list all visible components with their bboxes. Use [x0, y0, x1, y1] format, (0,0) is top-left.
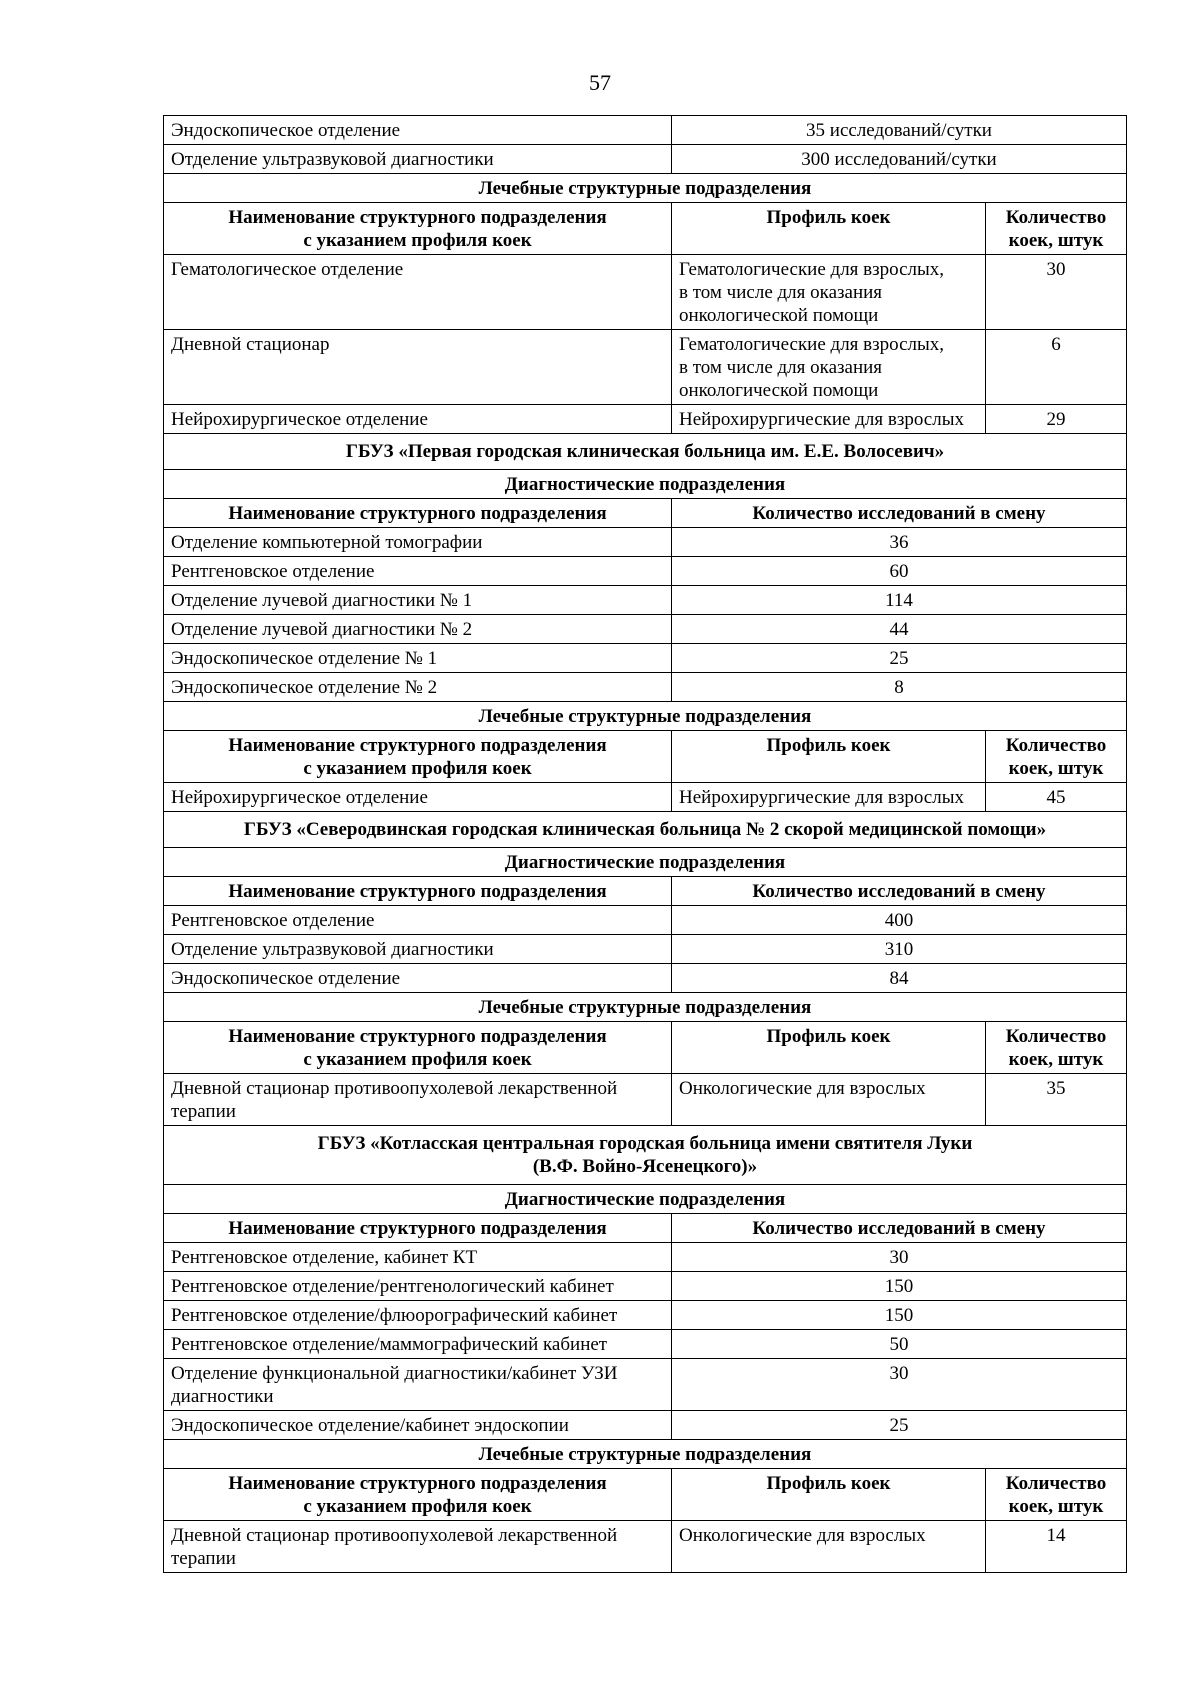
cell-text-line: Нейрохирургические для взрослых	[679, 409, 964, 430]
header-unit-name-profile	[164, 731, 672, 783]
header-unit-name-profile	[164, 1022, 672, 1074]
cell-text-line: Эндоскопическое отделение	[171, 120, 401, 141]
unit-name	[164, 1411, 672, 1440]
cell-text-line: Отделение лучевой диагностики № 2	[171, 619, 473, 640]
section-treatment	[164, 1440, 1127, 1469]
diagnostic-row	[164, 935, 1127, 964]
cell-text-line: Количество	[1005, 1026, 1107, 1047]
cell-text-line: Количество	[1005, 735, 1107, 756]
cell-text-line: Дневной стационар противоопухолевой лекарственной	[171, 1078, 618, 1099]
section-treatment	[164, 993, 1127, 1022]
cell-text-line: Гематологические для взрослых,	[679, 259, 945, 280]
unit-name	[164, 673, 672, 702]
section-treatment-cell: Лечебные структурные подразделения	[164, 702, 1127, 731]
facilities-table	[163, 115, 1127, 1573]
cell-text-line: коек, штук	[1008, 758, 1104, 779]
diagnostic-row	[164, 586, 1127, 615]
diagnostic-row	[164, 644, 1127, 673]
cell-text-line: Онкологические для взрослых	[679, 1078, 926, 1099]
unit-name	[164, 586, 672, 615]
studies-value: 25	[672, 1411, 1127, 1440]
diagnostic-row	[164, 1330, 1127, 1359]
cell-text-line: Эндоскопическое отделение № 2	[171, 677, 438, 698]
studies-value: 44	[672, 615, 1127, 644]
cell-text-line: Гематологическое отделение	[171, 259, 404, 280]
studies-value: 35 исследований/сутки	[672, 116, 1127, 145]
hospital-title	[164, 434, 1127, 470]
cell-text-line: с указанием профиля коек	[303, 230, 532, 251]
cell-text-line: терапии	[171, 1548, 236, 1569]
unit-name	[164, 557, 672, 586]
header-studies-count: Количество исследований в смену	[672, 1214, 1127, 1243]
hospital-title-row	[164, 812, 1127, 848]
bed-count: 30	[986, 255, 1127, 330]
bed-profile	[672, 255, 986, 330]
unit-name	[164, 405, 672, 434]
bed-count: 6	[986, 330, 1127, 405]
cell-text-line: терапии	[171, 1101, 236, 1122]
hospital-title-row	[164, 1126, 1127, 1185]
diagnostic-row	[164, 1301, 1127, 1330]
hospital-title	[164, 1126, 1127, 1185]
diagnostic-row	[164, 673, 1127, 702]
unit-name	[164, 1301, 672, 1330]
header-studies-count: Количество исследований в смену	[672, 877, 1127, 906]
diagnostic-row	[164, 557, 1127, 586]
beds-row	[164, 255, 1127, 330]
studies-value: 60	[672, 557, 1127, 586]
section-treatment	[164, 174, 1127, 203]
section-diagnostic	[164, 1185, 1127, 1214]
cell-text-line: Рентгеновское отделение	[171, 910, 375, 931]
hospital-title	[164, 812, 1127, 848]
cell-text-line: с указанием профиля коек	[303, 1496, 532, 1517]
unit-name	[164, 330, 672, 405]
section-diagnostic-cell: Диагностические подразделения	[164, 470, 1127, 499]
unit-name	[164, 528, 672, 557]
cell-text-line: коек, штук	[1008, 1496, 1104, 1517]
diagnostic-row	[164, 1243, 1127, 1272]
page-number: 57	[589, 70, 611, 95]
header-bed-profile: Профиль коек	[672, 731, 986, 783]
cell-text-line: Нейрохирургическое отделение	[171, 409, 428, 430]
header-studies-count: Количество исследований в смену	[672, 499, 1127, 528]
unit-name	[164, 1074, 672, 1126]
cell-text-line: ГБУЗ «Северодвинская городская клиническая больница № 2 скорой медицинской помощи»	[243, 819, 1047, 840]
diagnostic-header-row	[164, 1214, 1127, 1243]
cell-text-line: Отделение функциональной диагностики/кабинет УЗИ	[171, 1363, 618, 1384]
bed-profile	[672, 330, 986, 405]
studies-value: 300 исследований/сутки	[672, 145, 1127, 174]
header-bed-count	[986, 203, 1127, 255]
cell-text-line: в том числе для оказания	[679, 357, 883, 378]
cell-text-line: онкологической помощи	[679, 380, 879, 401]
diagnostic-header-row	[164, 877, 1127, 906]
beds-header-row	[164, 203, 1127, 255]
cell-text-line: Наименование структурного подразделения	[228, 1473, 607, 1494]
beds-row	[164, 1074, 1127, 1126]
unit-name	[164, 1359, 672, 1411]
diagnostic-row	[164, 1359, 1127, 1411]
bed-count: 35	[986, 1074, 1127, 1126]
diagnostic-row	[164, 116, 1127, 145]
cell-text-line: Рентгеновское отделение/маммографический кабинет	[171, 1334, 608, 1355]
cell-text-line: Количество	[1005, 1473, 1107, 1494]
bed-count: 14	[986, 1521, 1127, 1573]
header-unit-name: Наименование структурного подразделения	[164, 877, 672, 906]
bed-profile	[672, 405, 986, 434]
beds-row	[164, 783, 1127, 812]
studies-value: 30	[672, 1359, 1127, 1411]
section-diagnostic	[164, 470, 1127, 499]
header-bed-profile: Профиль коек	[672, 203, 986, 255]
unit-name	[164, 1330, 672, 1359]
diagnostic-row	[164, 528, 1127, 557]
cell-text-line: Рентгеновское отделение/рентгенологический кабинет	[171, 1276, 614, 1297]
unit-name	[164, 783, 672, 812]
unit-name	[164, 1521, 672, 1573]
studies-value: 400	[672, 906, 1127, 935]
hospital-title-row	[164, 434, 1127, 470]
cell-text-line: Наименование структурного подразделения	[228, 735, 607, 756]
header-bed-count	[986, 1022, 1127, 1074]
diagnostic-row	[164, 964, 1127, 993]
cell-text-line: (В.Ф. Войно-Ясенецкого)»	[532, 1156, 758, 1177]
cell-text-line: Количество	[1005, 207, 1107, 228]
cell-text-line: Отделение ультразвуковой диагностики	[171, 939, 494, 960]
cell-text-line: с указанием профиля коек	[303, 1049, 532, 1070]
header-unit-name-profile	[164, 203, 672, 255]
beds-row	[164, 1521, 1127, 1573]
studies-value: 36	[672, 528, 1127, 557]
studies-value: 25	[672, 644, 1127, 673]
cell-text-line: онкологической помощи	[679, 305, 879, 326]
unit-name	[164, 644, 672, 673]
unit-name	[164, 1272, 672, 1301]
header-unit-name-profile	[164, 1469, 672, 1521]
header-bed-profile: Профиль коек	[672, 1469, 986, 1521]
cell-text-line: диагностики	[171, 1386, 274, 1407]
bed-profile	[672, 783, 986, 812]
beds-header-row	[164, 1022, 1127, 1074]
studies-value: 150	[672, 1301, 1127, 1330]
cell-text-line: Рентгеновское отделение/флюорографический кабинет	[171, 1305, 618, 1326]
studies-value: 114	[672, 586, 1127, 615]
cell-text-line: Дневной стационар противоопухолевой лекарственной	[171, 1525, 618, 1546]
unit-name	[164, 145, 672, 174]
diagnostic-row	[164, 1272, 1127, 1301]
unit-name	[164, 906, 672, 935]
cell-text-line: Наименование структурного подразделения	[228, 1026, 607, 1047]
cell-text-line: Эндоскопическое отделение/кабинет эндоскопии	[171, 1415, 569, 1436]
unit-name	[164, 964, 672, 993]
section-treatment-cell: Лечебные структурные подразделения	[164, 1440, 1127, 1469]
beds-row	[164, 330, 1127, 405]
studies-value: 150	[672, 1272, 1127, 1301]
header-bed-count	[986, 1469, 1127, 1521]
cell-text-line: Гематологические для взрослых,	[679, 334, 945, 355]
beds-header-row	[164, 731, 1127, 783]
header-bed-count	[986, 731, 1127, 783]
section-treatment	[164, 702, 1127, 731]
section-diagnostic-cell: Диагностические подразделения	[164, 848, 1127, 877]
beds-header-row	[164, 1469, 1127, 1521]
cell-text-line: Эндоскопическое отделение № 1	[171, 648, 438, 669]
cell-text-line: Отделение ультразвуковой диагностики	[171, 149, 494, 170]
cell-text-line: Дневной стационар	[171, 334, 330, 355]
cell-text-line: с указанием профиля коек	[303, 758, 532, 779]
cell-text-line: Наименование структурного подразделения	[228, 207, 607, 228]
studies-value: 8	[672, 673, 1127, 702]
diagnostic-row	[164, 615, 1127, 644]
studies-value: 84	[672, 964, 1127, 993]
bed-profile	[672, 1521, 986, 1573]
diagnostic-header-row	[164, 499, 1127, 528]
unit-name	[164, 255, 672, 330]
studies-value: 30	[672, 1243, 1127, 1272]
unit-name	[164, 935, 672, 964]
cell-text-line: ГБУЗ «Первая городская клиническая больница им. Е.Е. Волосевич»	[345, 441, 945, 462]
cell-text-line: Отделение компьютерной томографии	[171, 532, 483, 553]
beds-row	[164, 405, 1127, 434]
studies-value: 310	[672, 935, 1127, 964]
section-diagnostic	[164, 848, 1127, 877]
diagnostic-row	[164, 1411, 1127, 1440]
bed-count: 29	[986, 405, 1127, 434]
cell-text-line: Рентгеновское отделение, кабинет КТ	[171, 1247, 478, 1268]
cell-text-line: ГБУЗ «Котласская центральная городская больница имени святителя Луки	[317, 1133, 973, 1154]
cell-text-line: Нейрохирургические для взрослых	[679, 787, 964, 808]
header-unit-name: Наименование структурного подразделения	[164, 499, 672, 528]
diagnostic-row	[164, 906, 1127, 935]
bed-count: 45	[986, 783, 1127, 812]
facilities-table-body	[164, 116, 1127, 1573]
cell-text-line: Отделение лучевой диагностики № 1	[171, 590, 473, 611]
cell-text-line: в том числе для оказания	[679, 282, 883, 303]
section-treatment-cell: Лечебные структурные подразделения	[164, 993, 1127, 1022]
cell-text-line: Рентгеновское отделение	[171, 561, 375, 582]
section-treatment-cell: Лечебные структурные подразделения	[164, 174, 1127, 203]
cell-text-line: коек, штук	[1008, 1049, 1104, 1070]
cell-text-line: Нейрохирургическое отделение	[171, 787, 428, 808]
unit-name	[164, 615, 672, 644]
bed-profile	[672, 1074, 986, 1126]
section-diagnostic-cell: Диагностические подразделения	[164, 1185, 1127, 1214]
cell-text-line: Онкологические для взрослых	[679, 1525, 926, 1546]
cell-text-line: коек, штук	[1008, 230, 1104, 251]
header-bed-profile: Профиль коек	[672, 1022, 986, 1074]
header-unit-name: Наименование структурного подразделения	[164, 1214, 672, 1243]
unit-name	[164, 116, 672, 145]
studies-value: 50	[672, 1330, 1127, 1359]
diagnostic-row	[164, 145, 1127, 174]
cell-text-line: Эндоскопическое отделение	[171, 968, 401, 989]
unit-name	[164, 1243, 672, 1272]
